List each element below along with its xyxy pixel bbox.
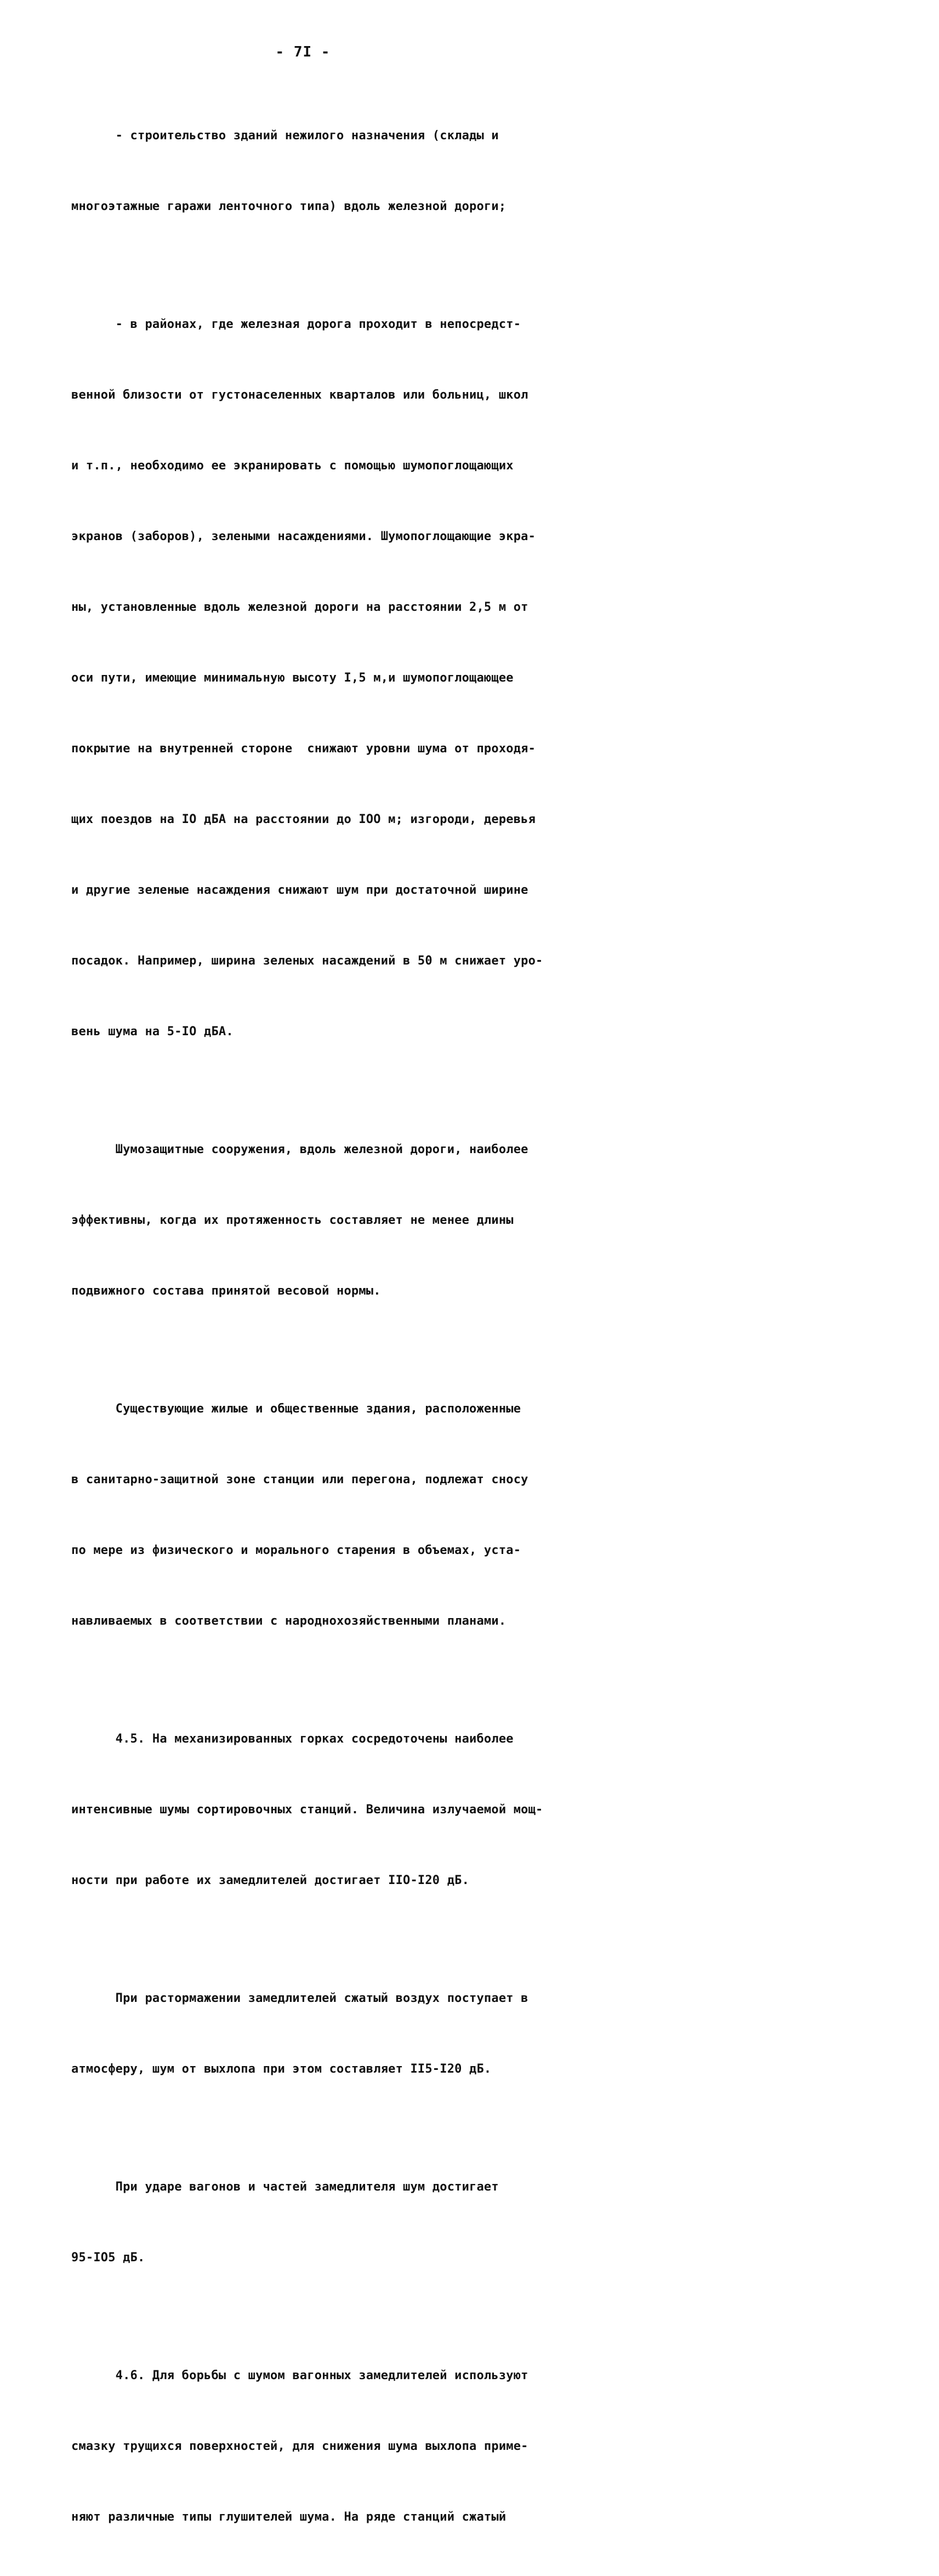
paragraph-impact	[71, 2128, 537, 2317]
text-line: Существующие жилые и общественные здания, расположенные	[71, 1402, 521, 1416]
text-line: - строительство зданий нежилого назначения (склады и	[71, 129, 499, 143]
text-line: оси пути, имеющие минимальную высоту I,5 м,и шумопоглощающее	[71, 671, 514, 685]
text-line: эффективны, когда их протяженность составляет не менее длины	[71, 1213, 514, 1227]
text-line: навливаемых в соответствии с народнохозяйственными планами.	[71, 1614, 507, 1628]
text-line: и т.п., необходимо ее экранировать с помощью шумопоглощающих	[71, 459, 514, 473]
paragraph-existing-buildings	[71, 1350, 537, 1680]
text-line: - в районах, где железная дорога проходит в непосредст-	[71, 317, 521, 331]
text-line: Шумозащитные сооружения, вдоль железной дороги, наиболее	[71, 1143, 528, 1156]
text-line: ности при работе их замедлителей достигает IIO-I20 дБ.	[71, 1874, 470, 1887]
paragraph-section-4-6	[71, 2317, 537, 2576]
paragraph-noise-protection	[71, 1091, 537, 1350]
text-line: При ударе вагонов и частей замедлителя шум достигает	[71, 2180, 499, 2194]
text-line: атмосферу, шум от выхлопа при этом составляет II5-I20 дБ.	[71, 2062, 492, 2076]
text-line: вень шума на 5-IO дБА.	[71, 1025, 234, 1039]
page-number: - 7I -	[275, 44, 331, 60]
text-line: При растормажении замедлителей сжатый воздух поступает в	[71, 1991, 528, 2005]
text-line: покрытие на внутренней стороне снижают уровни шума от проходя-	[71, 742, 536, 756]
text-line: посадок. Например, ширина зеленых насаждений в 50 м снижает уро-	[71, 954, 543, 968]
text-line: 4.5. На механизированных горках сосредоточены наиболее	[71, 1732, 514, 1746]
text-line: щих поездов на IO дБА на расстоянии до IOO м; изгороди, деревья	[71, 813, 536, 826]
paragraph-section-4-5	[71, 1680, 543, 1939]
text-line: экранов (заборов), зелеными насаждениями. Шумопоглощающие экра-	[71, 530, 536, 543]
text-line: 4.6. Для борьбы с шумом вагонных замедлителей используют	[71, 2369, 528, 2382]
text-line: смазку трущихся поверхностей, для снижения шума выхлопа приме-	[71, 2439, 528, 2453]
text-line: по мере из физического и морального старения в объемах, уста-	[71, 1544, 521, 1557]
text-line: венной близости от густонаселенных кварталов или больниц, школ	[71, 388, 528, 402]
text-line: многоэтажные гаражи ленточного типа) вдоль железной дороги;	[71, 200, 507, 213]
paragraph-construction	[71, 77, 537, 265]
paragraph-screening	[71, 265, 543, 1091]
text-line: ны, установленные вдоль железной дороги на расстоянии 2,5 м от	[71, 600, 528, 614]
text-line: подвижного состава принятой весовой нормы.	[71, 1284, 381, 1298]
text-line: 95-IO5 дБ.	[71, 2251, 145, 2265]
paragraph-exhaust	[71, 1939, 537, 2128]
text-line: и другие зеленые насаждения снижают шум при достаточной ширине	[71, 883, 528, 897]
text-line: в санитарно-защитной зоне станции или перегона, подлежат сносу	[71, 1473, 528, 1486]
text-line: няют различные типы глушителей шума. На ряде станций сжатый	[71, 2510, 507, 2524]
text-line: интенсивные шумы сортировочных станций. Величина излучаемой мощ-	[71, 1803, 543, 1817]
body-text	[71, 77, 543, 2576]
